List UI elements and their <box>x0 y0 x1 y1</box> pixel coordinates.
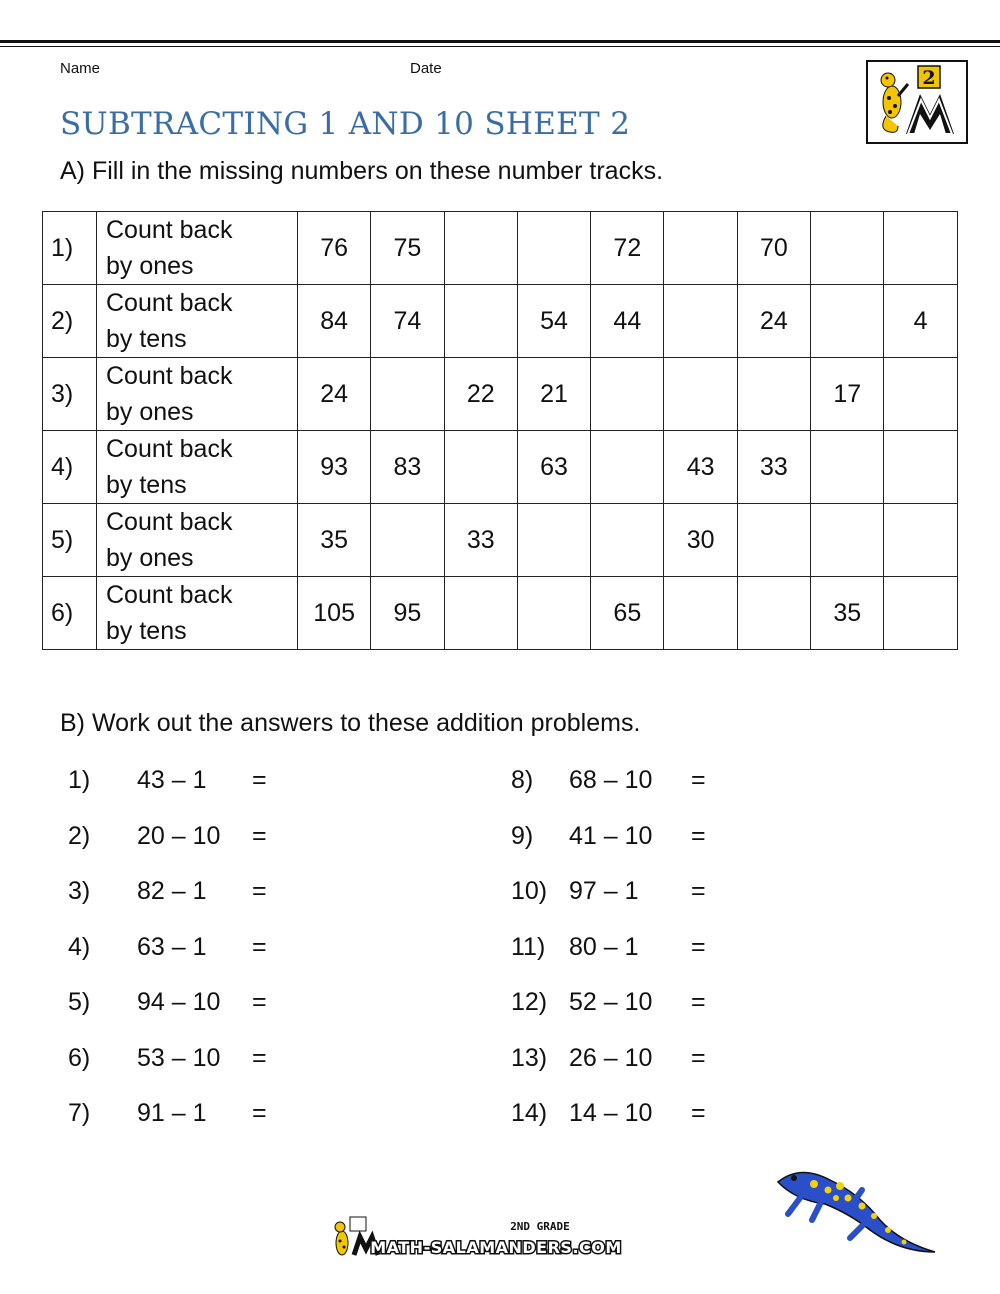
track-row-number: 6) <box>43 577 97 650</box>
equals-sign: = <box>691 988 706 1016</box>
equals-sign: = <box>252 821 267 850</box>
problem-number: 1) <box>68 766 91 794</box>
problem-number: 12) <box>511 988 548 1016</box>
track-row-number: 3) <box>43 358 97 431</box>
problem-expression: 63 – 1 <box>137 932 207 961</box>
problem-expression: 43 – 1 <box>137 766 207 794</box>
problem-expression: 53 – 10 <box>137 1043 221 1072</box>
problem-number: 5) <box>68 988 91 1016</box>
description-line-1: Count back <box>106 289 233 317</box>
track-blank-cell[interactable] <box>737 504 810 577</box>
problem-number: 10) <box>511 877 548 905</box>
grade-logo <box>866 60 968 144</box>
problem-expression: 52 – 10 <box>569 988 653 1016</box>
description-line-2: by ones <box>106 398 194 426</box>
problem-expression: 97 – 1 <box>569 877 639 905</box>
track-row-description <box>97 285 298 358</box>
salamander-illustration <box>770 1160 945 1260</box>
track-cell: 75 <box>371 212 444 285</box>
equals-sign: = <box>252 1043 267 1072</box>
track-cell: 76 <box>298 212 371 285</box>
problem-number: 11) <box>511 932 546 961</box>
problem-number: 6) <box>68 1043 91 1072</box>
track-cell: 21 <box>517 358 590 431</box>
track-cell: 33 <box>444 504 517 577</box>
track-cell: 74 <box>371 285 444 358</box>
track-cell: 83 <box>371 431 444 504</box>
problem-expression: 68 – 10 <box>569 766 653 794</box>
track-cell: 22 <box>444 358 517 431</box>
equals-sign: = <box>252 877 267 905</box>
track-blank-cell[interactable] <box>664 285 737 358</box>
problem-expression: 80 – 1 <box>569 932 639 961</box>
track-row-description <box>97 212 298 285</box>
track-blank-cell[interactable] <box>811 285 884 358</box>
track-blank-cell[interactable] <box>517 504 590 577</box>
track-cell: 84 <box>298 285 371 358</box>
problem-expression: 26 – 10 <box>569 1043 653 1072</box>
footer-site-text: MATH-SALAMANDERS.COM <box>370 1238 622 1257</box>
track-blank-cell[interactable] <box>664 577 737 650</box>
track-blank-cell[interactable] <box>884 504 957 577</box>
section-b-instruction: B) Work out the answers to these addition problems. <box>60 709 641 737</box>
equals-sign: = <box>252 766 267 794</box>
track-cell: 93 <box>298 431 371 504</box>
equals-sign: = <box>691 932 706 961</box>
track-cell: 63 <box>517 431 590 504</box>
track-blank-cell[interactable] <box>884 358 957 431</box>
problem-expression: 91 – 1 <box>137 1099 207 1127</box>
equals-sign: = <box>691 766 706 794</box>
description-line-1: Count back <box>106 216 233 244</box>
footer-logo <box>330 1215 630 1263</box>
track-row <box>43 212 958 285</box>
track-blank-cell[interactable] <box>517 577 590 650</box>
track-cell: 65 <box>591 577 664 650</box>
track-blank-cell[interactable] <box>444 577 517 650</box>
track-row-description <box>97 504 298 577</box>
name-label: Name <box>60 60 101 77</box>
problem-number: 9) <box>511 821 534 850</box>
track-cell: 44 <box>591 285 664 358</box>
track-blank-cell[interactable] <box>737 358 810 431</box>
track-row-number: 4) <box>43 431 97 504</box>
track-row <box>43 431 958 504</box>
track-row <box>43 504 958 577</box>
track-row <box>43 577 958 650</box>
track-cell: 35 <box>811 577 884 650</box>
grade-badge-number: 2 <box>922 67 936 89</box>
problem-expression: 94 – 10 <box>137 988 221 1016</box>
description-line-1: Count back <box>106 435 233 463</box>
description-line-1: Count back <box>106 581 233 609</box>
track-blank-cell[interactable] <box>884 577 957 650</box>
problem-expression: 41 – 10 <box>569 821 653 850</box>
header-rule-thin <box>0 46 1000 47</box>
problem-number: 3) <box>68 877 91 905</box>
description-line-2: by tens <box>106 471 187 499</box>
problem-number: 13) <box>511 1043 548 1072</box>
track-cell: 54 <box>517 285 590 358</box>
header-rule-thick <box>0 40 1000 43</box>
problem-number: 14) <box>511 1099 548 1127</box>
description-line-2: by tens <box>106 325 187 353</box>
track-blank-cell[interactable] <box>517 212 590 285</box>
track-cell: 4 <box>884 285 957 358</box>
footer-grade-text: 2ND GRADE <box>510 1220 570 1233</box>
track-row-number: 2) <box>43 285 97 358</box>
problem-expression: 82 – 1 <box>137 877 207 905</box>
track-cell: 72 <box>591 212 664 285</box>
date-label: Date <box>410 60 442 77</box>
track-blank-cell[interactable] <box>444 431 517 504</box>
equals-sign: = <box>252 988 267 1016</box>
track-cell: 70 <box>737 212 810 285</box>
track-blank-cell[interactable] <box>444 285 517 358</box>
track-blank-cell[interactable] <box>664 212 737 285</box>
track-row-number: 5) <box>43 504 97 577</box>
problem-number: 2) <box>68 821 91 850</box>
track-blank-cell[interactable] <box>591 504 664 577</box>
track-blank-cell[interactable] <box>811 504 884 577</box>
track-cell: 24 <box>298 358 371 431</box>
track-row-description <box>97 577 298 650</box>
track-blank-cell[interactable] <box>371 504 444 577</box>
track-blank-cell[interactable] <box>371 358 444 431</box>
problem-expression: 14 – 10 <box>569 1099 653 1127</box>
track-row-number: 1) <box>43 212 97 285</box>
track-cell: 105 <box>298 577 371 650</box>
problem-expression: 20 – 10 <box>137 821 221 850</box>
description-line-1: Count back <box>106 508 233 536</box>
equals-sign: = <box>691 1043 706 1072</box>
track-cell: 95 <box>371 577 444 650</box>
problem-number: 8) <box>511 766 534 794</box>
problem-number: 7) <box>68 1099 91 1127</box>
track-blank-cell[interactable] <box>811 212 884 285</box>
track-row-description <box>97 358 298 431</box>
equals-sign: = <box>252 932 267 961</box>
equals-sign: = <box>691 1099 706 1127</box>
track-cell: 35 <box>298 504 371 577</box>
track-cell: 24 <box>737 285 810 358</box>
track-blank-cell[interactable] <box>884 431 957 504</box>
equals-sign: = <box>691 877 706 905</box>
section-a-instruction: A) Fill in the missing numbers on these number tracks. <box>60 157 664 185</box>
equals-sign: = <box>252 1099 267 1127</box>
equals-sign: = <box>691 821 706 850</box>
track-row <box>43 285 958 358</box>
description-line-1: Count back <box>106 362 233 390</box>
track-cell: 43 <box>664 431 737 504</box>
track-blank-cell[interactable] <box>444 212 517 285</box>
number-track-table <box>42 211 958 650</box>
track-cell: 33 <box>737 431 810 504</box>
description-line-2: by tens <box>106 617 187 645</box>
track-blank-cell[interactable] <box>811 431 884 504</box>
page-title: SUBTRACTING 1 AND 10 SHEET 2 <box>60 106 631 142</box>
track-cell: 17 <box>811 358 884 431</box>
track-blank-cell[interactable] <box>591 358 664 431</box>
track-blank-cell[interactable] <box>737 577 810 650</box>
track-cell: 30 <box>664 504 737 577</box>
description-line-2: by ones <box>106 252 194 280</box>
track-blank-cell[interactable] <box>664 358 737 431</box>
description-line-2: by ones <box>106 544 194 572</box>
track-blank-cell[interactable] <box>884 212 957 285</box>
track-blank-cell[interactable] <box>591 431 664 504</box>
track-row-description <box>97 431 298 504</box>
track-row <box>43 358 958 431</box>
problem-number: 4) <box>68 932 91 961</box>
